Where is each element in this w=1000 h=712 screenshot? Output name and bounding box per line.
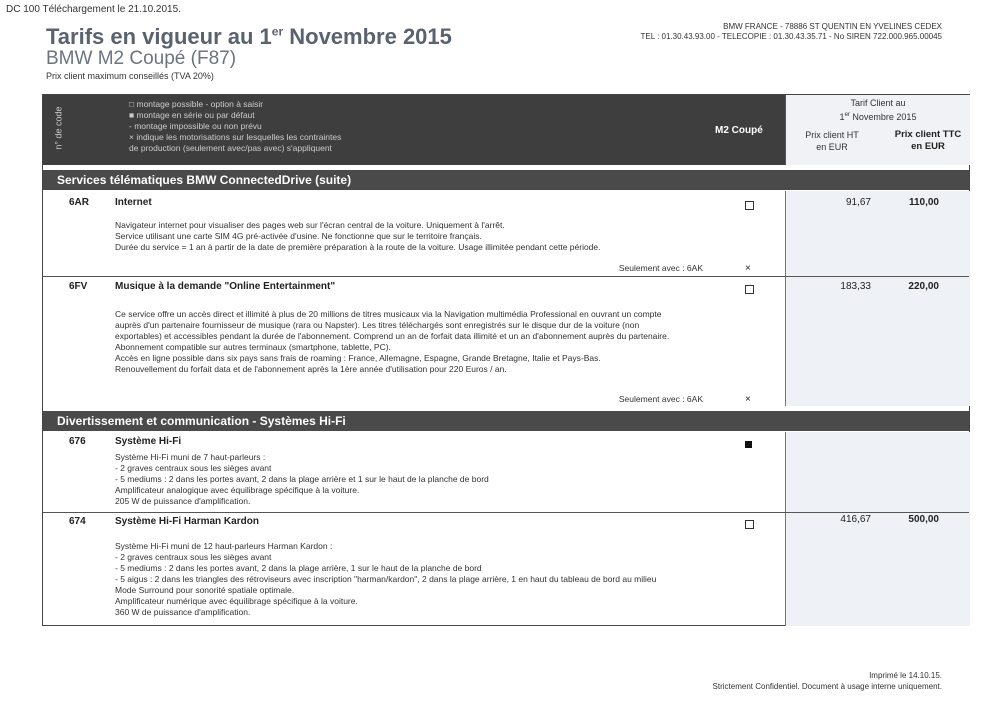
cross-icon: × [745, 263, 751, 274]
price-column-bg [785, 432, 970, 626]
option-name: Musique à la demande "Online Entertainment" [115, 281, 336, 292]
legend-item: □ montage possible - option à saisir [129, 99, 264, 109]
price-note: Prix client maximum conseillés (TVA 20%) [46, 71, 214, 81]
legend-item: - montage impossible ou non prévu [129, 121, 262, 131]
code-column-label: n° de code [53, 106, 64, 150]
company-address: BMW FRANCE - 78886 ST QUENTIN EN YVELINES CEDEX [723, 22, 942, 31]
optional-box-icon [745, 285, 754, 294]
option-name: Système Hi-Fi [115, 436, 182, 447]
price-ttc: 220,00 [908, 281, 939, 292]
ttc-column-label: Prix client TTC en EUR [894, 129, 962, 152]
title-sup: er [271, 24, 284, 39]
constraint-note: Seulement avec : 6AK [618, 394, 703, 404]
legend-item: ■ montage en série ou par défaut [129, 110, 255, 120]
company-contact: TEL : 01.30.43.93.00 - TELECOPIE : 01.30.43.35.71 - No SIREN 722.000.965.00045 [640, 32, 942, 41]
table-header [43, 95, 785, 165]
option-code: 676 [69, 436, 86, 447]
option-description: Système Hi-Fi muni de 12 haut-parleurs Harman Kardon : - 2 graves centraux sous les sièges avant - 5 mediums : 2 dans les portes avant, 2 dans la plage arrière, 1 sur le haut de la planche de bord - 5 aigus : 2 dans les triangles des rétroviseurs avec inscription "harman/kardon", 2 dans la plage arrière, 1 en haut du tableau de bord au milieu Mode Surround pour sonorité spatiale optimale. Amplificateur numérique avec équilibrage spécifique à la voiture. 360 W de puissance d'amplification. [115, 541, 657, 617]
title-rest: Novembre 2015 [283, 24, 452, 49]
tarif-header [785, 95, 970, 165]
price-column-bg [785, 191, 970, 406]
print-date: Imprimé le 14.10.15. [869, 671, 942, 680]
page-footer [713, 670, 942, 692]
page-subtitle: BMW M2 Coupé (F87) [46, 48, 237, 69]
confidential-note: Strictement Confidentiel. Document à usage interne uniquement. [712, 682, 942, 691]
cross-icon: × [745, 394, 751, 405]
page-title [46, 24, 452, 50]
tarif-date: Tarif Client au 1er Novembre 2015 [839, 98, 917, 122]
row-divider [43, 276, 969, 277]
option-code: 6FV [69, 281, 88, 292]
symbol-legend [129, 99, 341, 154]
section-header-hifi: Divertissement et communication - Systèmes Hi-Fi [43, 411, 969, 431]
price-ht: 416,67 [840, 514, 871, 525]
price-ht: 183,33 [840, 281, 871, 292]
price-ttc: 500,00 [908, 514, 939, 525]
price-ttc: 110,00 [908, 197, 939, 208]
download-line: DC 100 Téléchargement le 21.10.2015. [6, 4, 181, 15]
option-code: 6AR [69, 197, 90, 208]
option-code: 674 [69, 516, 86, 527]
legend-item: de production (seulement avec/pas avec) s'appliquent [129, 143, 332, 153]
optional-box-icon [745, 520, 754, 529]
company-info [640, 22, 942, 42]
option-name: Internet [115, 197, 152, 208]
price-table [42, 94, 970, 626]
model-column-label: M2 Coupé [715, 125, 763, 136]
optional-box-icon [745, 201, 754, 210]
standard-filled-icon [745, 441, 752, 448]
row-divider [43, 512, 969, 513]
constraint-note: Seulement avec : 6AK [618, 263, 703, 273]
option-name: Système Hi-Fi Harman Kardon [115, 516, 259, 527]
title-main: Tarifs en vigueur au 1 [46, 24, 272, 49]
price-ht: 91,67 [845, 197, 871, 208]
option-description: Navigateur internet pour visualiser des pages web sur l'écran central de la voiture. Uniquement à l'arrêt. Service utilisant une carte SIM 4G pré-activée d'usine. Ne fonctionne que sur le territoire français. Durée du service = 1 an à partir de la date de première préparation à la route de la voiture. Usage illimitée pendant cette période. [115, 220, 601, 252]
option-description: Système Hi-Fi muni de 7 haut-parleurs : - 2 graves centraux sous les sièges avant - 5 mediums : 2 dans les portes avant, 2 dans la plage arrière et 1 sur le haut de la planche de bord Amplificateur analogique avec équilibrage spécifique à la voiture. 205 W de puissance d'amplification. [115, 452, 489, 506]
section-header-telematics: Services télématiques BMW ConnectedDrive (suite) [43, 170, 969, 190]
ht-column-label: Prix client HT en EUR [805, 130, 859, 152]
legend-item: × indique les motorisations sur lesquelles les contraintes [129, 132, 342, 142]
option-description: Ce service offre un accès direct et illimité à plus de 20 millions de titres musicaux via la Navigation multimédia Professional en ouvrant un compte auprès d'un partenaire fournisseur de musique (rara ou Napster). Les titres téléchargés sont enregistrés sur le disque dur de la voiture (non exportables) et accessibles pendant la durée de l'abonnement. Comprend un an de forfait data illimité et un an d'abonnement auprès du partenaire. Abonnement compatible sur autres terminaux (smartphone, tablette, PC). Accès en ligne possible dans six pays sans frais de roaming : France, Allemagne, Espagne, Grande Bretagne, Italie et Pays-Bas. Renouvellement du forfait data et de l'abonnement après la 1ère année d'utilisation pour 220 Euros / an. [115, 309, 670, 374]
